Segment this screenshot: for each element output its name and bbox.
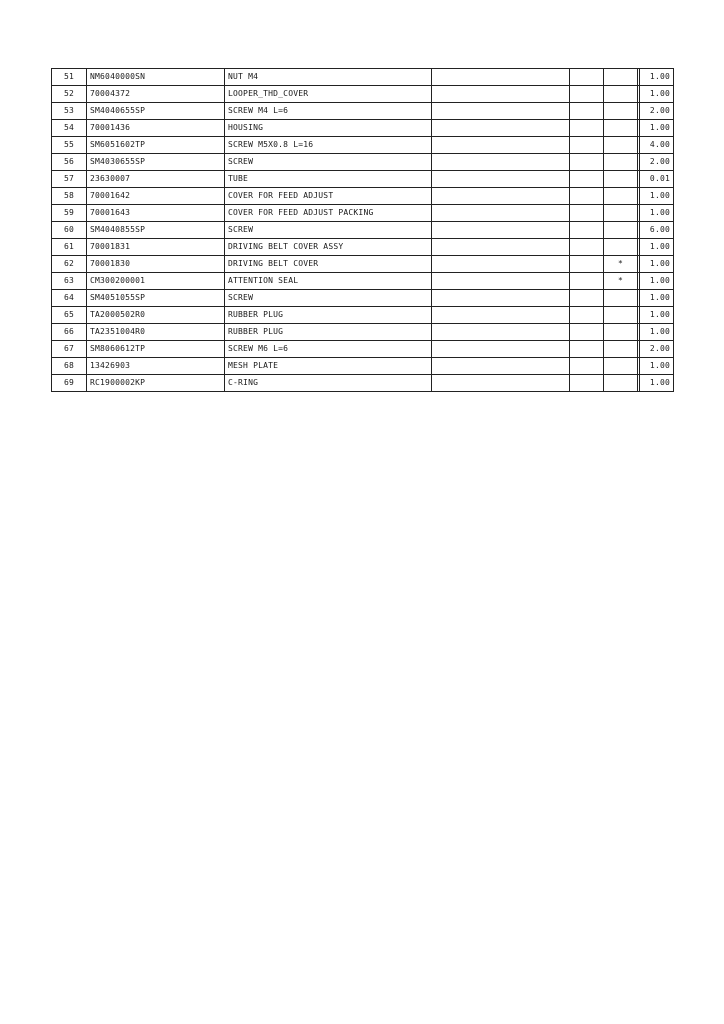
mark-cell-2 — [604, 324, 638, 341]
table-row — [52, 103, 674, 120]
description-cell: MESH PLATE — [225, 358, 432, 375]
part-number-cell: SM4030655SP — [87, 154, 225, 171]
mark-cell-2 — [604, 375, 638, 392]
quantity-cell: 2.00 — [640, 103, 674, 120]
table-row — [52, 375, 674, 392]
quantity-cell: 1.00 — [640, 375, 674, 392]
description-cell: RUBBER PLUG — [225, 307, 432, 324]
item-number-cell: 55 — [52, 137, 87, 154]
item-number-cell: 52 — [52, 86, 87, 103]
table-row — [52, 154, 674, 171]
mark-cell-2 — [604, 205, 638, 222]
mark-cell-2 — [604, 188, 638, 205]
item-number-cell: 62 — [52, 256, 87, 273]
mark-cell-1 — [570, 120, 604, 137]
quantity-cell: 1.00 — [640, 273, 674, 290]
description-cell: SCREW M6 L=6 — [225, 341, 432, 358]
mark-cell-1 — [570, 341, 604, 358]
part-number-cell: 70001642 — [87, 188, 225, 205]
remark-cell — [432, 239, 570, 256]
mark-cell-1 — [570, 239, 604, 256]
quantity-cell: 6.00 — [640, 222, 674, 239]
quantity-cell: 1.00 — [640, 86, 674, 103]
remark-cell — [432, 256, 570, 273]
mark-cell-1 — [570, 205, 604, 222]
part-number-cell: 70001831 — [87, 239, 225, 256]
quantity-cell: 1.00 — [640, 120, 674, 137]
item-number-cell: 51 — [52, 69, 87, 86]
mark-cell-2 — [604, 341, 638, 358]
item-number-cell: 54 — [52, 120, 87, 137]
remark-cell — [432, 86, 570, 103]
remark-cell — [432, 273, 570, 290]
description-cell: NUT M4 — [225, 69, 432, 86]
table-row — [52, 171, 674, 188]
item-number-cell: 53 — [52, 103, 87, 120]
table-row — [52, 341, 674, 358]
table-row — [52, 137, 674, 154]
mark-cell-2 — [604, 307, 638, 324]
description-cell: SCREW M5X0.8 L=16 — [225, 137, 432, 154]
remark-cell — [432, 154, 570, 171]
item-number-cell: 60 — [52, 222, 87, 239]
remark-cell — [432, 205, 570, 222]
mark-cell-1 — [570, 307, 604, 324]
description-cell: DRIVING BELT COVER — [225, 256, 432, 273]
mark-cell-2 — [604, 86, 638, 103]
remark-cell — [432, 69, 570, 86]
mark-cell-1 — [570, 154, 604, 171]
quantity-cell: 1.00 — [640, 256, 674, 273]
part-number-cell: 70001830 — [87, 256, 225, 273]
mark-cell-1 — [570, 290, 604, 307]
description-cell: COVER FOR FEED ADJUST PACKING — [225, 205, 432, 222]
mark-cell-1 — [570, 358, 604, 375]
remark-cell — [432, 171, 570, 188]
description-cell: RUBBER PLUG — [225, 324, 432, 341]
table-row — [52, 358, 674, 375]
mark-cell-1 — [570, 69, 604, 86]
mark-cell-1 — [570, 86, 604, 103]
quantity-cell: 1.00 — [640, 307, 674, 324]
mark-cell-1 — [570, 103, 604, 120]
part-number-cell: CM300200001 — [87, 273, 225, 290]
description-cell: HOUSING — [225, 120, 432, 137]
mark-cell-2: * — [604, 273, 638, 290]
description-cell: SCREW — [225, 290, 432, 307]
part-number-cell: SM8060612TP — [87, 341, 225, 358]
mark-cell-2 — [604, 290, 638, 307]
part-number-cell: SM6051602TP — [87, 137, 225, 154]
table-row — [52, 86, 674, 103]
quantity-cell: 1.00 — [640, 69, 674, 86]
parts-list-table — [51, 68, 674, 392]
description-cell: SCREW M4 L=6 — [225, 103, 432, 120]
quantity-cell: 4.00 — [640, 137, 674, 154]
mark-cell-1 — [570, 324, 604, 341]
quantity-cell: 1.00 — [640, 205, 674, 222]
part-number-cell: SM4040855SP — [87, 222, 225, 239]
quantity-cell: 1.00 — [640, 358, 674, 375]
remark-cell — [432, 188, 570, 205]
part-number-cell: TA2351004R0 — [87, 324, 225, 341]
part-number-cell: 70004372 — [87, 86, 225, 103]
item-number-cell: 67 — [52, 341, 87, 358]
mark-cell-2 — [604, 239, 638, 256]
item-number-cell: 57 — [52, 171, 87, 188]
mark-cell-2 — [604, 120, 638, 137]
quantity-cell: 1.00 — [640, 239, 674, 256]
mark-cell-2 — [604, 69, 638, 86]
quantity-cell: 1.00 — [640, 188, 674, 205]
description-cell: LOOPER_THD_COVER — [225, 86, 432, 103]
remark-cell — [432, 324, 570, 341]
remark-cell — [432, 307, 570, 324]
part-number-cell: RC1900002KP — [87, 375, 225, 392]
item-number-cell: 59 — [52, 205, 87, 222]
part-number-cell: 23630007 — [87, 171, 225, 188]
mark-cell-2: * — [604, 256, 638, 273]
table-row — [52, 222, 674, 239]
item-number-cell: 68 — [52, 358, 87, 375]
part-number-cell: TA2000502R0 — [87, 307, 225, 324]
table-row — [52, 188, 674, 205]
mark-cell-1 — [570, 273, 604, 290]
remark-cell — [432, 137, 570, 154]
quantity-cell: 1.00 — [640, 290, 674, 307]
item-number-cell: 65 — [52, 307, 87, 324]
quantity-cell: 0.01 — [640, 171, 674, 188]
quantity-cell: 2.00 — [640, 341, 674, 358]
mark-cell-1 — [570, 188, 604, 205]
item-number-cell: 61 — [52, 239, 87, 256]
item-number-cell: 69 — [52, 375, 87, 392]
mark-cell-2 — [604, 137, 638, 154]
remark-cell — [432, 358, 570, 375]
part-number-cell: SM4051055SP — [87, 290, 225, 307]
item-number-cell: 56 — [52, 154, 87, 171]
mark-cell-1 — [570, 171, 604, 188]
mark-cell-1 — [570, 256, 604, 273]
quantity-cell: 1.00 — [640, 324, 674, 341]
item-number-cell: 66 — [52, 324, 87, 341]
mark-cell-2 — [604, 171, 638, 188]
description-cell: C-RING — [225, 375, 432, 392]
table-row — [52, 256, 674, 273]
part-number-cell: 13426903 — [87, 358, 225, 375]
part-number-cell: 70001436 — [87, 120, 225, 137]
mark-cell-1 — [570, 375, 604, 392]
table-row — [52, 324, 674, 341]
description-cell: TUBE — [225, 171, 432, 188]
table-row — [52, 205, 674, 222]
table-row — [52, 307, 674, 324]
remark-cell — [432, 375, 570, 392]
description-cell: SCREW — [225, 222, 432, 239]
mark-cell-2 — [604, 222, 638, 239]
mark-cell-2 — [604, 154, 638, 171]
remark-cell — [432, 222, 570, 239]
item-number-cell: 63 — [52, 273, 87, 290]
table-row — [52, 239, 674, 256]
table-row — [52, 290, 674, 307]
remark-cell — [432, 103, 570, 120]
description-cell: ATTENTION SEAL — [225, 273, 432, 290]
description-cell: SCREW — [225, 154, 432, 171]
table-row — [52, 69, 674, 86]
description-cell: COVER FOR FEED ADJUST — [225, 188, 432, 205]
quantity-cell: 2.00 — [640, 154, 674, 171]
remark-cell — [432, 290, 570, 307]
table-row — [52, 273, 674, 290]
remark-cell — [432, 341, 570, 358]
part-number-cell: 70001643 — [87, 205, 225, 222]
mark-cell-1 — [570, 137, 604, 154]
part-number-cell: SM4040655SP — [87, 103, 225, 120]
item-number-cell: 64 — [52, 290, 87, 307]
part-number-cell: NM6040000SN — [87, 69, 225, 86]
mark-cell-1 — [570, 222, 604, 239]
table-row — [52, 120, 674, 137]
mark-cell-2 — [604, 358, 638, 375]
description-cell: DRIVING BELT COVER ASSY — [225, 239, 432, 256]
parts-table-body — [52, 69, 674, 392]
item-number-cell: 58 — [52, 188, 87, 205]
mark-cell-2 — [604, 103, 638, 120]
remark-cell — [432, 120, 570, 137]
